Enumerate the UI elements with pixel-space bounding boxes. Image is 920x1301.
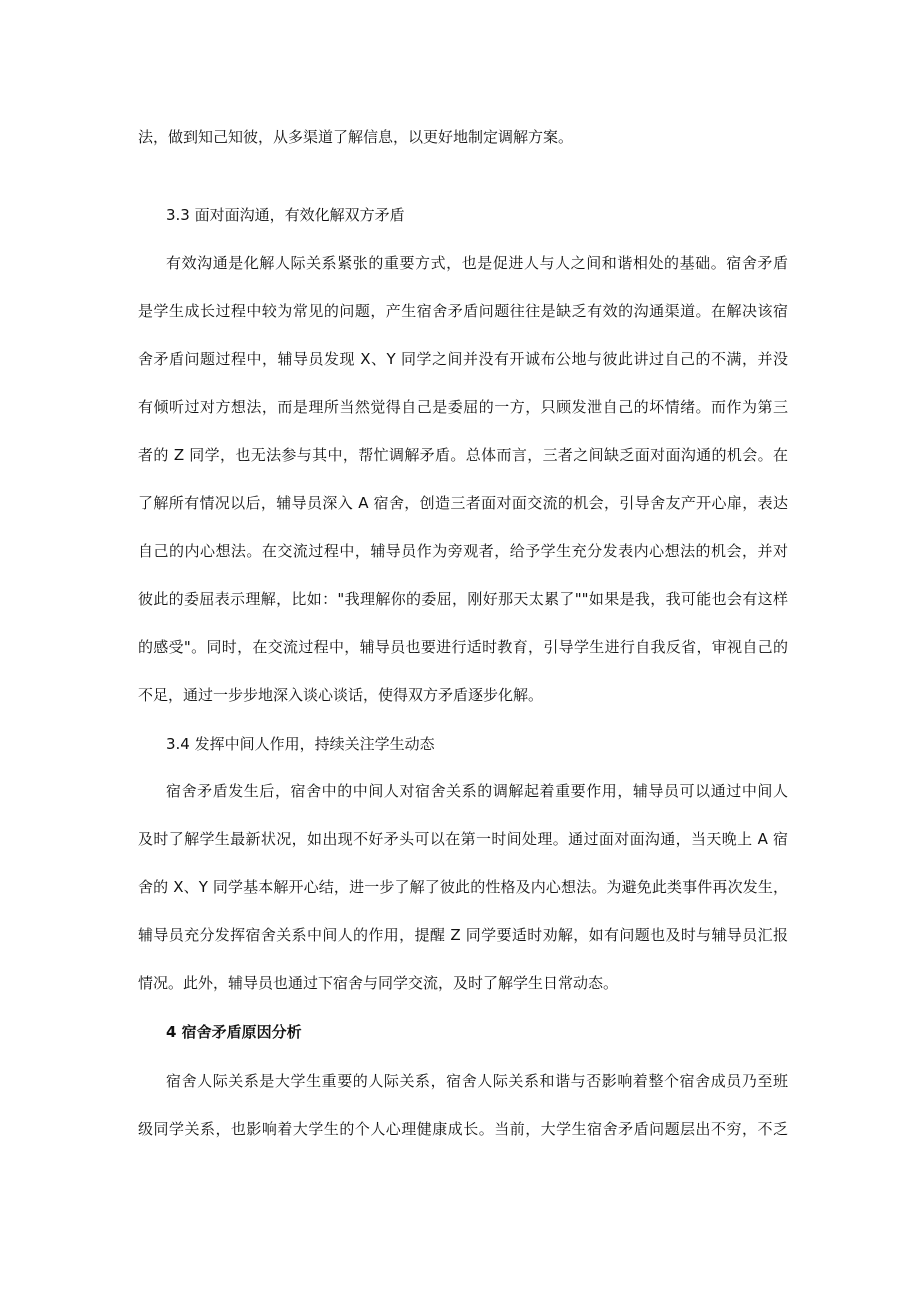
continuation-line: 法，做到知己知彼，从多渠道了解信息，以更好地制定调解方案。 xyxy=(138,128,574,146)
paragraph-line: 辅导员充分发挥宿舍关系中间人的作用，提醒 Z 同学要适时劝解，如有问题也及时与辅导员汇报 xyxy=(138,926,788,944)
paragraph-line: 是学生成长过程中较为常见的问题，产生宿舍矛盾问题往往是缺乏有效的沟通渠道。在解决该宿 xyxy=(138,302,788,320)
section-3-4-heading: 3.4 发挥中间人作用，持续关注学生动态 xyxy=(166,735,435,753)
paragraph-line: 者的 Z 同学，也无法参与其中，帮忙调解矛盾。总体而言，三者之间缺乏面对面沟通的机会。在 xyxy=(138,446,788,464)
paragraph-line: 有倾听过对方想法，而是理所当然觉得自己是委屈的一方，只顾发泄自己的坏情绪。而作为第三 xyxy=(138,398,788,416)
paragraph-line: 及时了解学生最新状况，如出现不好矛头可以在第一时间处理。通过面对面沟通，当天晚上 A 宿 xyxy=(138,830,788,848)
paragraph-line: 彼此的委屈表示理解，比如："我理解你的委屈，刚好那天太累了""如果是我，我可能也会有这样 xyxy=(138,590,788,608)
paragraph-line: 自己的内心想法。在交流过程中，辅导员作为旁观者，给予学生充分发表内心想法的机会，并对 xyxy=(138,542,788,560)
paragraph-line: 舍的 X、Y 同学基本解开心结，进一步了解了彼此的性格及内心想法。为避免此类事件再次发生， xyxy=(138,878,788,896)
paragraph-line: 情况。此外，辅导员也通过下宿舍与同学交流，及时了解学生日常动态。 xyxy=(138,974,619,992)
paragraph-line: 有效沟通是化解人际关系紧张的重要方式，也是促进人与人之间和谐相处的基础。宿舍矛盾 xyxy=(166,254,788,272)
section-4-heading: 4 宿舍矛盾原因分析 xyxy=(166,1023,302,1041)
paragraph-line: 宿舍人际关系是大学生重要的人际关系，宿舍人际关系和谐与否影响着整个宿舍成员乃至班 xyxy=(166,1072,788,1090)
section-3-3-heading: 3.3 面对面沟通，有效化解双方矛盾 xyxy=(166,206,405,224)
paragraph-line: 宿舍矛盾发生后，宿舍中的中间人对宿舍关系的调解起着重要作用，辅导员可以通过中间人 xyxy=(166,782,788,800)
paragraph-line: 级同学关系，也影响着大学生的个人心理健康成长。当前，大学生宿舍矛盾问题层出不穷，不乏 xyxy=(138,1120,788,1138)
paragraph-line: 的感受"。同时，在交流过程中，辅导员也要进行适时教育，引导学生进行自我反省，审视自己的 xyxy=(138,638,788,656)
paragraph-line: 舍矛盾问题过程中，辅导员发现 X、Y 同学之间并没有开诚布公地与彼此讲过自己的不满，并没 xyxy=(138,350,788,368)
paragraph-line: 了解所有情况以后，辅导员深入 A 宿舍，创造三者面对面交流的机会，引导舍友产开心扉，表达 xyxy=(138,494,788,512)
paragraph-line: 不足，通过一步步地深入谈心谈话，使得双方矛盾逐步化解。 xyxy=(138,686,544,704)
